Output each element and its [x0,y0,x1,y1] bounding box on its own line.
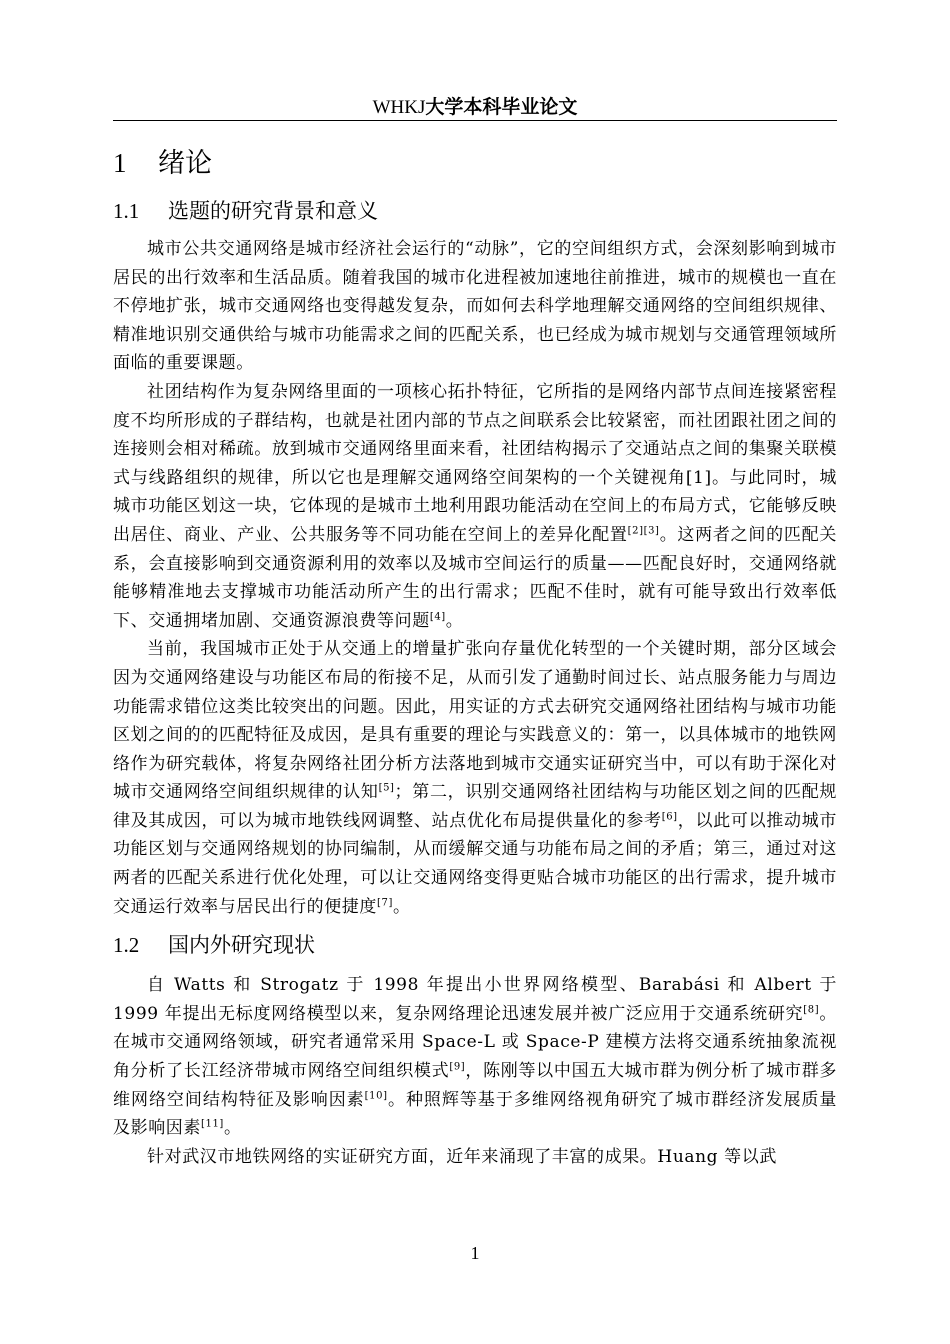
citation: [9] [449,1061,466,1073]
paragraph-text: 。种照辉等基于多维网络视角研究了城市群经济发展质量及影响因素 [113,1089,838,1139]
citation: [10] [364,1089,388,1101]
header-title: 大学本科毕业论文 [425,96,578,118]
paragraph-text: ，陈刚等以中国五大城市群为例分析了城市群多维网络空间结构特征及影响因素 [113,1061,837,1110]
section-heading-1-2 [113,929,837,961]
chapter-heading [113,138,837,189]
paragraph-5: 针对武汉市地铁网络的实证研究方面，近年来涌现了丰富的成果。Huang 等以武 [147,1146,777,1167]
citation: [5] [378,782,395,794]
section-title: 国内外研究现状 [168,933,315,958]
paragraph-1: 城市公共交通网络是城市经济社会运行的“动脉”，它的空间组织方式，会深刻影响到城市居民的出行效率和生活品质。随着我国的城市化进程被加速地往前推进，城市的规模也一直在不停地扩张，城市交通网络也变得越发复杂，而如何去科学地理解交通网络的空间组织规律、精准地识别交通供给与城市功能需求之间的匹配关系，也已经成为城市规划与交通管理领域所面临的重要课题。 [113,239,837,374]
paragraph-text: ，以此可以推动城市功能区划与交通网络规划的协同编制，从而缓解交通与功能布局之间的矛盾；第三，通过对这两者的匹配关系进行优化处理，可以让交通网络变得更贴合城市功能区的出行需求，提升城市交通运行效率与居民出行的便捷度 [113,810,837,917]
citation: [6] [661,811,678,823]
paragraph-text: 。这两者之间的匹配关系，会直接影响到交通资源利用的效率以及城市空间运行的质量——匹配良好时，交通网络就能够精准地去支撑城市功能活动所产生的出行需求；匹配不佳时，就有可能导致出行效率低下、交通拥堵加剧、交通资源浪费等问题 [113,524,837,631]
paragraph-2 [113,378,837,635]
paragraph-text: 自 Watts 和 Strogatz 于 1998 年提出小世界网络模型、Barabási 和 Albert 于 1999 年提出无标度网络模型以来，复杂网络理论迅速发展并被广泛应用于交通系统研究 [113,975,837,1024]
chapter-number: 1 [113,148,127,178]
section-number: 1.1 [113,199,140,223]
header-school: WHKJ [372,97,426,118]
running-header [113,94,837,121]
paragraph-text: ；第二，识别交通网络社团结构与功能区划之间的匹配规律及其成因，可以为城市地铁线网调整、站点优化布局提供量化的参考 [113,782,838,831]
header-rule [113,120,837,121]
paragraph-text: 社团结构作为复杂网络里面的一项核心拓扑特征，它所指的是网络内部节点间连接紧密程度不均所形成的子群结构，也就是社团内部的节点之间联系会比较紧密，而社团跟社团之间的连接则会相对稀疏。放到城市交通网络里面来看，社团结构揭示了交通站点之间的集聚关联模式与线路组织的规律，所以它也是理解交通网络空间架构的一个关键视角[1]。与此同时，城城市功能区划这一块，它体现的是城市土地利用跟功能活动在空间上的布局方式，它能够反映出居住、商业、产业、公共服务等不同功能在空间上的差异化配置 [113,381,837,545]
page-number: 1 [470,1243,480,1263]
citation: [2][3] [627,525,660,537]
paragraph-text: 当前，我国城市正处于从交通上的增量扩张向存量优化转型的一个关键时期，部分区域会因为交通网络建设与功能区布局的衔接不足，从而引发了通勤时间过长、站点服务能力与周边功能需求错位这类比较突出的问题。因此，用实证的方式去研究交通网络社团结构与城市功能区划之间的的匹配特征及成因，是具有重要的理论与实践意义的：第一，以具体城市的地铁网络作为研究载体，将复杂网络社团分析方法落地到城市交通实证研究当中，可以有助于深化对城市交通网络空间组织规律的认知 [113,639,837,803]
chapter-title: 绪论 [158,148,212,179]
section-number: 1.2 [113,933,140,958]
paragraph-text: 。 [445,610,464,631]
paragraph-text: 。 [223,1118,242,1139]
paragraph-text: 。 [392,896,411,917]
citation: [7] [377,897,393,908]
citation: [8] [803,1004,820,1016]
citation: [4] [429,611,446,623]
section-heading-1-1 [113,195,837,227]
section-title: 选题的研究背景和意义 [168,199,378,223]
paragraph-text: 。在城市交通网络领域，研究者通常采用 Space-L 或 Space-P 建模方法将交通系统抽象流视角分析了长江经济带城市网络空间组织模式 [113,1003,838,1082]
citation: [11] [201,1118,224,1130]
paragraph-4 [113,971,837,1143]
page-content [113,138,837,1171]
paragraph-3 [113,635,837,921]
